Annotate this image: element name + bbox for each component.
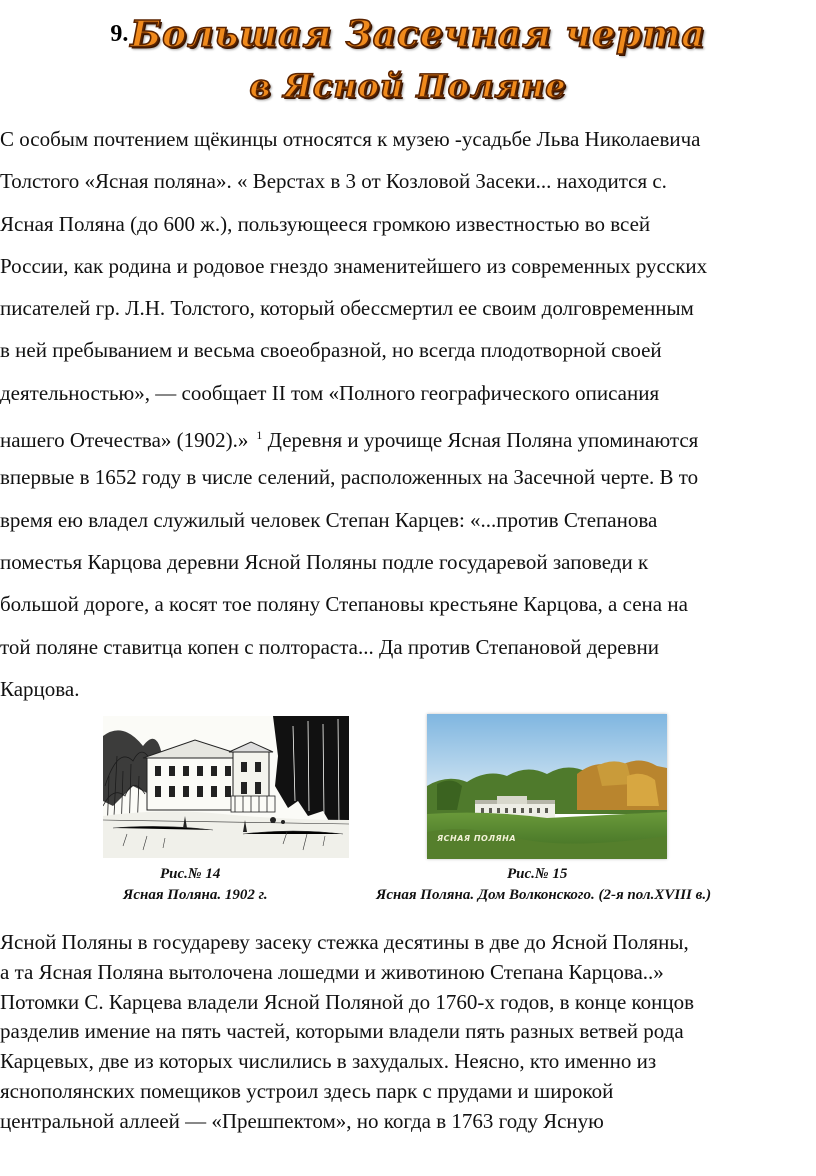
- text-line: России, как родина и родовое гнездо знаменитейшего из современных русских: [0, 253, 708, 278]
- footnote-marker[interactable]: 1: [256, 428, 263, 443]
- section-number: 9.: [110, 21, 129, 48]
- text-line: а та Ясная Поляна вытолочена лошедми и животиною Степана Карцова..»: [0, 959, 664, 984]
- paragraph-1: [0, 118, 816, 710]
- text-line: деятельностью», — сообщает II том «Полного географического описания: [0, 380, 660, 405]
- figure-15-number: Рис.№ 15: [507, 866, 568, 882]
- title-wordart: Большая Засечная черта: [130, 13, 706, 56]
- text-line: Карцевых, две из которых числились в захудалых. Неясно, кто именно из: [0, 1049, 657, 1074]
- text-line: время ею владел служилый человек Степан Карцев: «...против Степанова: [0, 507, 658, 532]
- text-segment: нашего Отечества» (1902).»: [0, 428, 249, 453]
- text-line: Карцова.: [0, 676, 80, 701]
- text-line: писателей гр. Л.Н. Толстого, который обессмертил ее своим долговременным: [0, 296, 694, 321]
- text-line: той поляне ставитца копен с полтораста... Да против Степановой деревни: [0, 634, 659, 659]
- figure-15-photo: [427, 714, 667, 859]
- figure-14-caption: Ясная Поляна. 1902 г.: [123, 887, 268, 903]
- text-line: яснополянских помещиков устроил здесь парк с прудами и широкой: [0, 1078, 614, 1103]
- text-segment: Деревня и урочище Ясная Поляна упоминаются: [262, 428, 699, 453]
- text-line: разделив имение на пять частей, которыми владели пять разных ветвей рода: [0, 1019, 684, 1044]
- text-line-with-footnote: [0, 414, 816, 456]
- document-title: [0, 8, 816, 108]
- photo-watermark-label: ЯСНАЯ ПОЛЯНА: [437, 834, 517, 843]
- paragraph-2: [0, 928, 816, 1137]
- figure-14-number: Рис.№ 14: [160, 866, 221, 882]
- text-line: впервые в 1652 году в числе селений, расположенных на Засечной черте. В то: [0, 465, 699, 490]
- text-line: Толстого «Ясная поляна». « Верстах в 3 от Козловой Засеки... находится с.: [0, 169, 667, 194]
- text-line: Потомки С. Карцева владели Ясной Поляной до 1760-х годов, в конце концов: [0, 989, 695, 1014]
- text-line: Ясной Поляны в государеву засеку стежка десятины в две до Ясной Поляны,: [0, 930, 689, 954]
- text-line: центральной аллеей — «Прешпектом», но когда в 1763 году Ясную: [0, 1108, 604, 1133]
- text-line: С особым почтением щёкинцы относятся к музею -усадьбе Льва Николаевича: [0, 127, 701, 151]
- text-line: в ней пребыванием и весьма своеобразной, но всегда плодотворной своей: [0, 338, 662, 363]
- text-line: поместья Карцова деревни Ясной Поляны подле государевой заповеди к: [0, 549, 649, 574]
- figure-14-engraving: [103, 716, 349, 858]
- text-line: большой дороге, а косят тое поляну Степановы крестьяне Карцова, а сена на: [0, 592, 688, 617]
- subtitle-wordart: в Ясной Поляне: [249, 67, 567, 105]
- figure-15-caption: Ясная Поляна. Дом Волконского. (2-я пол.XVIII в.): [376, 887, 712, 903]
- text-line: Ясная Поляна (до 600 ж.), пользующееся громкою известностью во всей: [0, 211, 651, 236]
